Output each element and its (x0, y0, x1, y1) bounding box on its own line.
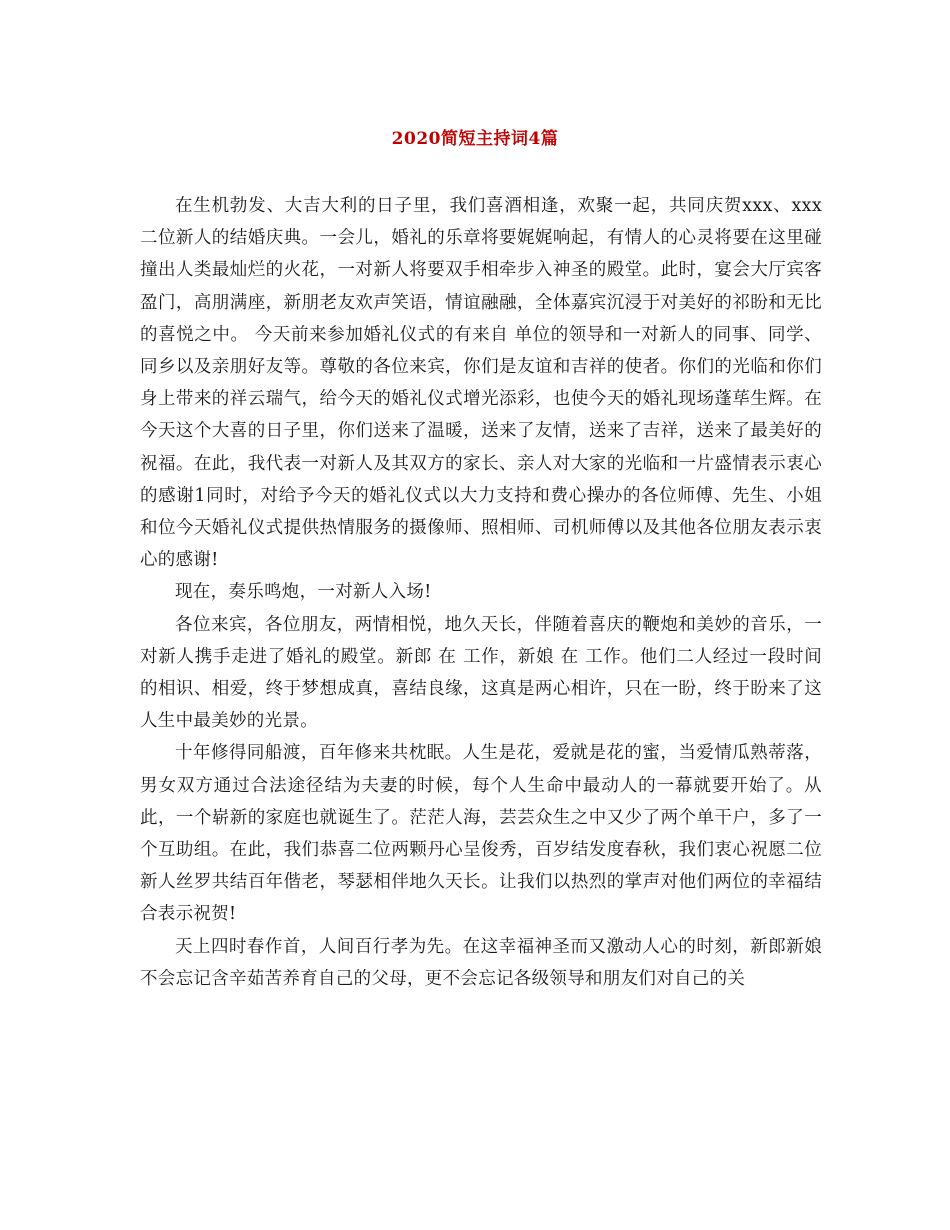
paragraph: 在生机勃发、大吉大利的日子里，我们喜酒相逢，欢聚一起，共同庆贺xxx、xxx二位新人的结婚庆典。一会儿，婚礼的乐章将要娓娓响起，有情人的心灵将要在这里碰撞出人类最灿烂的火花，一对新人将要双手相牵步入神圣的殿堂。此时，宴会大厅宾客盈门，高朋满座，新朋老友欢声笑语，情谊融融，全体嘉宾沉浸于对美好的祁盼和无比的喜悦之中。 今天前来参加婚礼仪式的有来自 单位的领导和一对新人的同事、同学、同乡以及亲朋好友等。尊敬的各位来宾，你们是友谊和吉祥的使者。你们的光临和你们身上带来的祥云瑞气，给今天的婚礼仪式增光添彩，也使今天的婚礼现场蓬荜生辉。在今天这个大喜的日子里，你们送来了温暖，送来了友情，送来了吉祥，送来了最美好的祝福。在此，我代表一对新人及其双方的家长、亲人对大家的光临和一片盛情表示衷心的感谢1同时，对给予今天的婚礼仪式以大力支持和费心操办的各位师傅、先生、小姐和位今天婚礼仪式提供热情服务的摄像师、照相师、司机师傅以及其他各位朋友表示衷心的感谢! (140, 196, 822, 571)
paragraph: 天上四时春作首，人间百行孝为先。在这幸福神圣而又激动人心的时刻，新郎新娘不会忘记含辛茹苦养育自己的父母，更不会忘记各级领导和朋友们对自己的关 (140, 936, 822, 989)
paragraph: 十年修得同船渡，百年修来共枕眠。人生是花，爱就是花的蜜，当爱情瓜熟蒂落，男女双方通过合法途径结为夫妻的时候，每个人生命中最动人的一幕就要开始了。从此，一个崭新的家庭也就诞生了。茫茫人海，芸芸众生之中又少了两个单干户，多了一个互助组。在此，我们恭喜二位两颗丹心呈俊秀，百岁结发度春秋，我们衷心祝愿二位新人丝罗共结百年偕老，琴瑟相伴地久天长。让我们以热烈的掌声对他们两位的幸福结合表示祝贺! (140, 743, 822, 925)
document-body (140, 190, 822, 995)
document-title: 2020简短主持词4篇 (391, 129, 559, 149)
paragraph: 现在，奏乐鸣炮，一对新人入场! (175, 582, 432, 603)
paragraph: 各位来宾，各位朋友，两情相悦，地久天长，伴随着喜庆的鞭炮和美妙的音乐，一对新人携手走进了婚礼的殿堂。新郎 在 工作，新娘 在 工作。他们二人经过一段时间的相识、相爱，终于梦想成真，喜结良缘，这真是两心相许，只在一盼，终于盼来了这人生中最美妙的光景。 (140, 614, 822, 732)
